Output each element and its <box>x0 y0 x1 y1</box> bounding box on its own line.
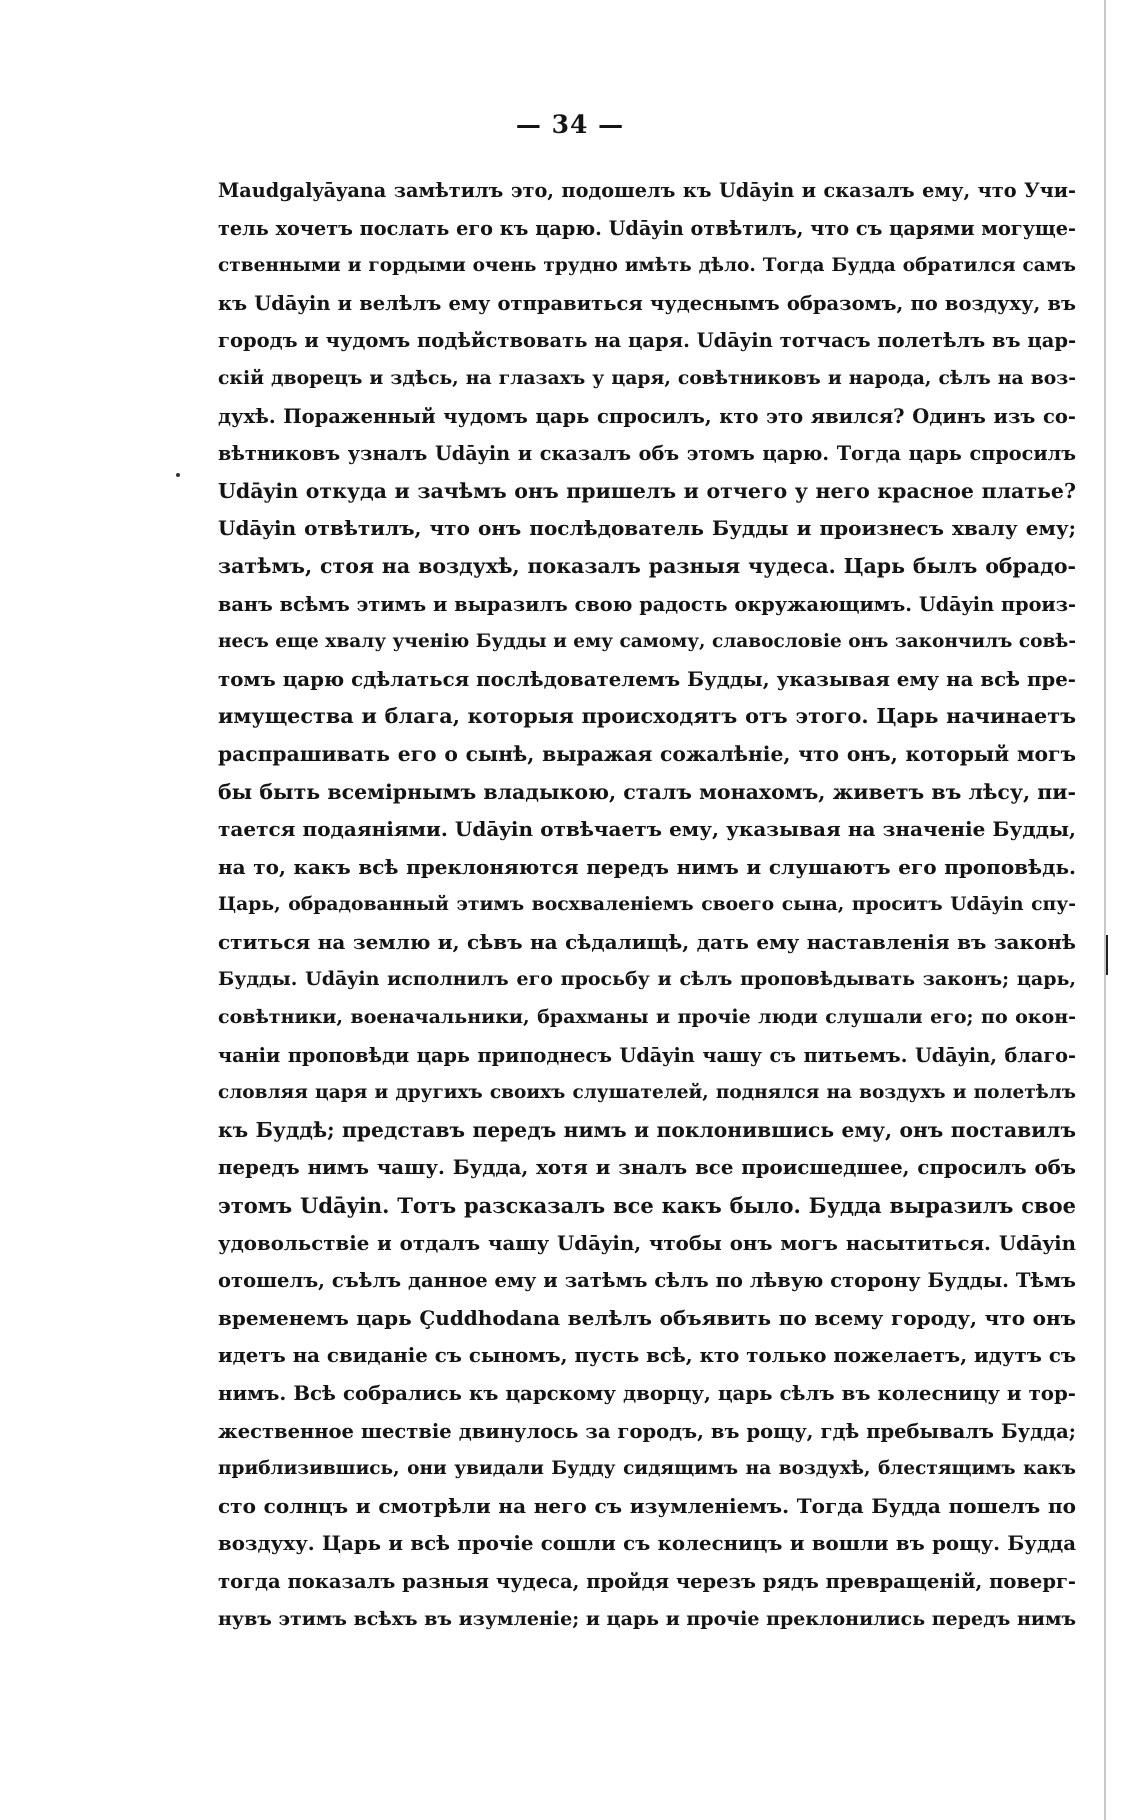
text-line: имущества и блага, которыя происходятъ отъ этого. Царь начинаетъ <box>218 704 1076 729</box>
text-line: передъ нимъ чашу. Будда, хотя и зналъ все происшедшее, спросилъ объ <box>218 1155 1076 1180</box>
margin-tick <box>1106 935 1108 975</box>
text-line: отошелъ, съѣлъ данное ему и затѣмъ сѣлъ по лѣвую сторону Будды. Тѣмъ <box>218 1269 1076 1293</box>
text-line: городъ и чудомъ подѣйствовать на царя. Udāyin тотчасъ полетѣлъ въ цар- <box>218 329 1077 353</box>
text-line: затѣмъ, стоя на воздухѣ, показалъ разныя чудеса. Царь былъ обрадо- <box>218 553 1076 578</box>
text-line: къ Udāyin и велѣлъ ему отправиться чудеснымъ образомъ, по воздуху, въ <box>218 291 1076 315</box>
text-line: словляя царя и другихъ своихъ слушателей, поднялся на воздухъ и полетѣлъ <box>218 1082 1076 1104</box>
text-line: приблизившись, они увидали Будду сидящимъ на воздухѣ, блестящимъ какъ <box>218 1458 1076 1480</box>
text-line: ванъ всѣмъ этимъ и выразилъ свою радость окружающимъ. Udāyin произ- <box>218 592 1076 616</box>
text-line: тель хочетъ послать его къ царю. Udāyin отвѣтилъ, что съ царями могуще- <box>218 216 1076 240</box>
page-number: — 34 — <box>515 110 625 139</box>
text-line: ститься на землю и, сѣвъ на сѣдалищѣ, дать ему наставленія въ законѣ <box>218 929 1076 954</box>
text-line: несъ еще хвалу ученію Будды и ему самому, славословіе онъ закончилъ совѣ- <box>218 631 1076 653</box>
text-line: нувъ этимъ всѣхъ въ изумленіе; и царь и прочіе преклонились передъ нимъ <box>218 1607 1077 1630</box>
text-line: совѣтники, военачальники, брахманы и прочіе люди слушали его; по окон- <box>218 1006 1076 1029</box>
text-line: Udāyin отвѣтилъ, что онъ послѣдователь Будды и произнесъ хвалу ему; <box>218 516 1076 541</box>
text-line: тогда показалъ разныя чудеса, пройдя черезъ рядъ превращеній, поверг- <box>218 1569 1076 1593</box>
text-line: ственными и гордыми очень трудно имѣть дѣло. Тогда Будда обратился самъ <box>218 255 1076 277</box>
text-line: томъ царю сдѣлаться послѣдователемъ Будды, указывая ему на всѣ пре- <box>218 666 1076 691</box>
text-line: Будды. Udāyin исполнилъ его просьбу и сѣлъ проповѣдывать законъ; царь, <box>218 968 1076 991</box>
text-line: этомъ Udāyin. Тотъ разсказалъ все какъ было. Будда выразилъ свое <box>218 1193 1076 1219</box>
text-line: чаніи проповѣди царь приподнесъ Udāyin чашу съ питьемъ. Udāyin, благо- <box>218 1043 1076 1067</box>
text-line: тается подаяніями. Udāyin отвѣчаетъ ему, указывая на значеніе Будды, <box>218 817 1076 842</box>
text-line: удовольствіе и отдалъ чашу Udāyin, чтобы онъ могъ насытиться. Udāyin <box>218 1230 1076 1255</box>
text-line: жественное шествіе двинулось за городъ, въ рощу, гдѣ пребывалъ Будда; <box>218 1419 1076 1443</box>
text-line: нимъ. Всѣ собрались къ царскому дворцу, царь сѣлъ въ колесницу и тор- <box>218 1381 1076 1405</box>
margin-mark <box>176 473 180 477</box>
text-line: Царь, обрадованный этимъ восхваленіемъ своего сына, проситъ Udāyin спу- <box>218 893 1076 916</box>
page-edge-line <box>1104 0 1106 1820</box>
text-line: временемъ царь Çuddhodana велѣлъ объявить по всему городу, что онъ <box>218 1305 1076 1330</box>
text-line: скій дворецъ и здѣсь, на глазахъ у царя, совѣтниковъ и народа, сѣлъ на воз- <box>218 366 1076 389</box>
text-line: идетъ на свиданіе съ сыномъ, пусть всѣ, кто только пожелаетъ, идутъ съ <box>218 1343 1076 1368</box>
text-line: бы быть всемірнымъ владыкою, сталъ монахомъ, живетъ въ лѣсу, пи- <box>218 779 1076 804</box>
text-line: духѣ. Пораженный чудомъ царь спросилъ, кто это явился? Одинъ изъ со- <box>218 404 1076 428</box>
text-line: на то, какъ всѣ преклоняются передъ нимъ и слушаютъ его проповѣдь. <box>218 854 1076 879</box>
text-line: вѣтниковъ узналъ Udāyin и сказалъ объ этомъ царю. Тогда царь спросилъ <box>218 442 1076 466</box>
text-line: сто солнцъ и смотрѣли на него съ изумленіемъ. Тогда Будда пошелъ по <box>218 1493 1076 1518</box>
text-line: къ Буддѣ; представъ передъ нимъ и поклонившись ему, онъ поставилъ <box>218 1117 1076 1142</box>
text-line: распрашивать его о сынѣ, выражая сожалѣніе, что онъ, который могъ <box>218 741 1076 766</box>
text-line: Udāyin откуда и зачѣмъ онъ пришелъ и отчего у него красное платье? <box>218 478 1076 503</box>
body-text <box>218 172 1076 1638</box>
text-line: Maudgalyāyana замѣтилъ это, подошелъ къ Udāyin и сказалъ ему, что Учи- <box>218 179 1076 202</box>
text-line: воздуху. Царь и всѣ прочіе сошли съ колесницъ и вошли въ рощу. Будда <box>218 1531 1076 1556</box>
